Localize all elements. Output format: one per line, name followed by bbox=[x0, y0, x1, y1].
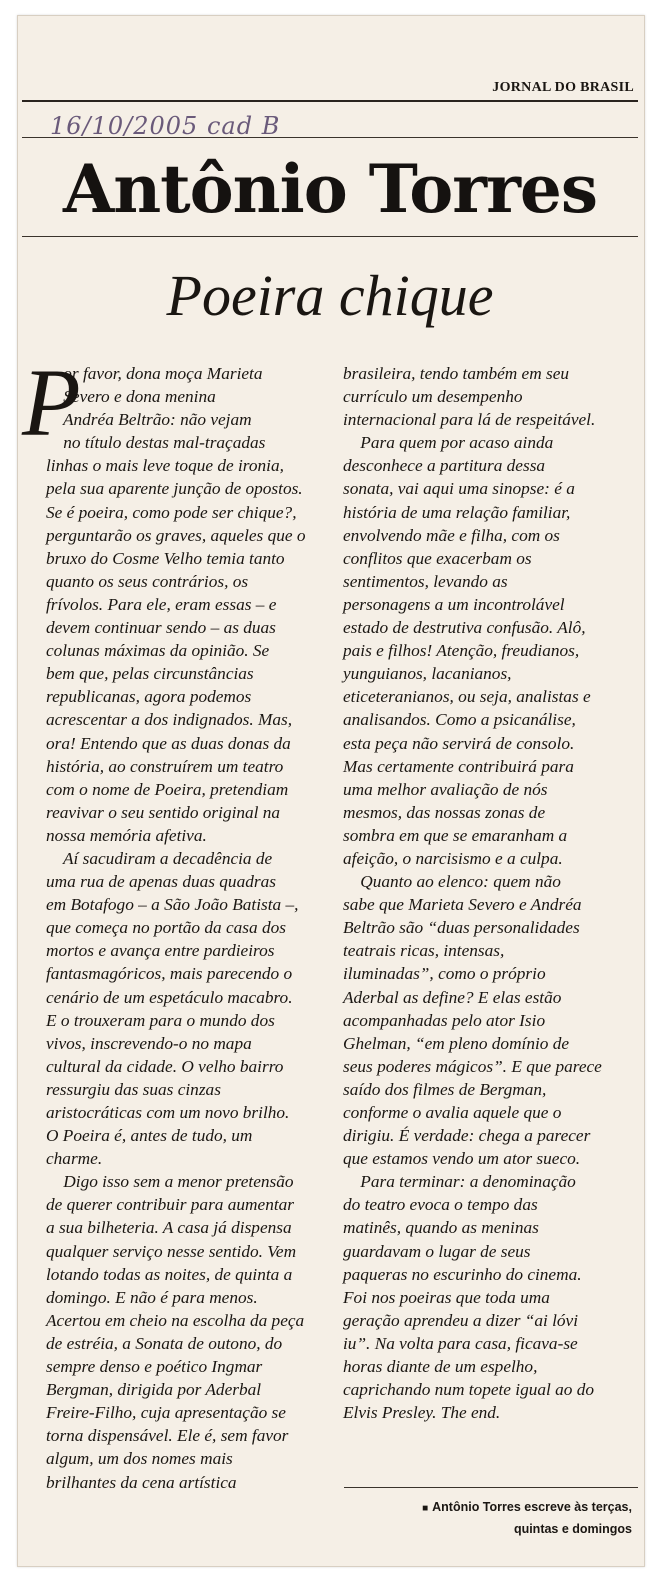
author-schedule-note bbox=[342, 1497, 632, 1540]
handwritten-date-note: 16/10/2005 cad B bbox=[50, 112, 281, 140]
title-rule bbox=[22, 236, 638, 237]
masthead-rule bbox=[22, 100, 638, 102]
article-right-column: brasileira, tendo também em seu currículo um desempenho internacional para lá de respeitável. Para quem por acaso ainda desconhece a partitura dessa sonata, vai aqui uma sinopse: é a história de uma relação familiar, envolvendo mãe e filha, com os conflitos que exacerbam os sentimentos, levando as personagens a um incontrolável estado de destrutiva confusão. Alô, pais e filhos! Atenção, freudianos, yunguianos, lacanianos, eticeteranianos, ou seja, analistas e analisandos. Como a psicanálise, esta peça não servirá de consolo. Mas certamente contribuirá para uma melhor avaliação de nós mesmos, das nossas zonas de sombra em que se emaranham a afeição, o narcisismo e a culpa. Quanto ao elenco: quem não sabe que Marieta Severo e Andréa Beltrão são “duas personalidades teatrais ricas, intensas, iluminadas”, como o próprio Aderbal as define? E elas estão acompanhadas pelo ator Isio Ghelman, “em pleno domínio de seus poderes mágicos”. E que parece saído dos filmes de Bergman, conforme o avalia aquele que o dirigiu. É verdade: chega a parecer que estamos vendo um ator sueco. Para terminar: a denominação do teatro evoca o tempo das matinês, quando as meninas guardavam o lugar de seus paqueras no escurinho do cinema. Foi nos poeiras que toda uma geração aprendeu a dizer “ai lóvi iu”. Na volta para casa, ficava-se horas diante de um espelho, caprichando num topete igual ao do Elvis Presley. The end. bbox=[343, 364, 602, 1423]
header-rule bbox=[22, 137, 638, 138]
footer-rule bbox=[344, 1487, 638, 1488]
drop-cap: P bbox=[22, 349, 81, 456]
columnist-name: Antônio Torres bbox=[62, 150, 597, 228]
newspaper-masthead: JORNAL DO BRASIL bbox=[492, 80, 634, 95]
article-left-column: or favor, dona moça Marieta Severo e dona menina Andréa Beltrão: não vejam no título destas mal-traçadas linhas o mais leve toque de ironia, pela sua aparente junção de opostos. Se é poeira, como pode ser chique?, perguntarão os graves, aqueles que o bruxo do Cosme Velho temia tanto quanto os seus contrários, os frívolos. Para ele, eram essas – e devem continuar sendo – as duas colunas máximas da opinião. Se bem que, pelas circunstâncias republicanas, agora podemos acrescentar a dos indignados. Mas, ora! Entendo que as duas donas da história, ao construírem um teatro com o nome de Poeira, pretendiam reavivar o seu sentido original na nossa memória afetiva. Aí sacudiram a decadência de uma rua de apenas duas quadras em Botafogo – a São João Batista –, que começa no portão da casa dos mortos e avança entre pardieiros fantasmagóricos, mais parecendo o cenário de um espetáculo macabro. E o trouxeram para o mundo dos vivos, inscrevendo-o no mapa cultural da cidade. O velho bairro ressurgiu das suas cinzas aristocráticas com um novo brilho. O Poeira é, antes de tudo, um charme. Digo isso sem a menor pretensão de querer contribuir para aumentar a sua bilheteria. A casa já dispensa qualquer serviço nesse sentido. Vem lotando todas as noites, de quinta a domingo. E não é para menos. Acertou em cheio na escolha da peça de estréia, a Sonata de outono, do sempre denso e poético Ingmar Bergman, dirigida por Aderbal Freire-Filho, cuja apresentação se torna dispensável. Ele é, sem favor algum, um dos nomes mais brilhantes da cena artística bbox=[46, 364, 306, 1492]
square-bullet-icon: ■ bbox=[422, 1503, 429, 1514]
article-title: Poeira chique bbox=[166, 263, 494, 328]
footer-line-1: Antônio Torres escreve às terças, bbox=[432, 1500, 632, 1514]
footer-line-2: quintas e domingos bbox=[513, 1522, 632, 1536]
